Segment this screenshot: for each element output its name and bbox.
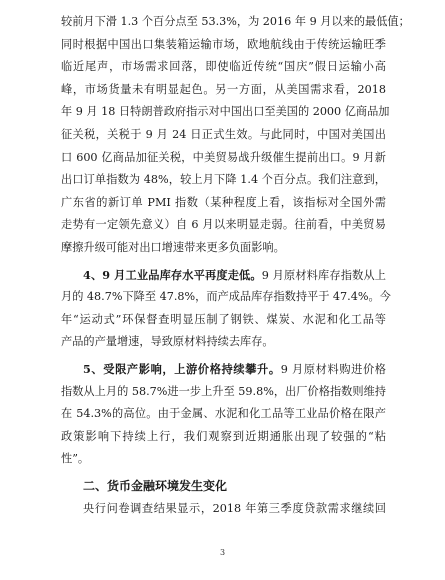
paragraph-inventory [61, 264, 391, 354]
text-line: 月的 48.7%下降至 47.8%，而产成品库存指数持平于 47.4%。今 [61, 290, 391, 304]
text-line: 年 9 月 18 日特朗普政府指示对中国出口至美国的 2000 亿商品加 [61, 105, 390, 119]
paragraph-lead: 4、9 月工业品库存水平再度走低。 [83, 267, 262, 282]
section-heading: 二、货币金融环境发生变化 [83, 478, 228, 493]
text-line: 广东省的新订单 PMI 指数（某种程度上看，该指标对全国外需 [61, 195, 386, 209]
text-line: 峰，市场货量未有明显起色。另一方面，从美国需求看，2018 [61, 82, 386, 96]
text-line: 口 600 亿商品加征关税，中美贸易战升级催生提前出口。9 月新 [61, 150, 386, 164]
paragraph-prices [61, 358, 386, 471]
text-line: 摩擦升级可能对出口增速带来更多负面影响。 [61, 240, 285, 254]
text-span: 9 月原材料购进价格 [280, 362, 386, 376]
text-line: 出口订单指数为 48%，较上月下降 1.4 个百分点。我们注意到， [61, 173, 386, 187]
text-line: 在 54.3%的高位。由于金属、水泥和化工品等工业品价格在限产 [61, 407, 386, 421]
paragraph-export-demand [61, 11, 410, 260]
text-line: 年“运动式”环保督查明显压制了钢铁、煤炭、水泥和化工品等 [61, 312, 386, 326]
text-span: 9 月原材料库存指数从上 [261, 268, 386, 282]
text-line: 央行问卷调查结果显示，2018 年第三季度贷款需求继续回 [83, 502, 386, 516]
paragraph-lead: 5、受限产影响，上游价格持续攀升。 [83, 361, 281, 376]
text-line [61, 264, 386, 287]
text-line: 较前月下滑 1.3 个百分点至 53.3%，为 2016 年 9 月以来的最低值； [61, 15, 410, 28]
text-line: 政策影响下持续上行，我们观察到近期通胀出现了较强的“粘 [61, 429, 386, 443]
page-number: 3 [219, 548, 226, 557]
text-line [61, 358, 386, 381]
text-line: 同时根据中国出口集装箱运输市场，欧地航线由于传统运输旺季 [61, 37, 386, 51]
text-line: 产品的产量增速，导致原材料持续去库存。 [61, 335, 274, 349]
body-text [61, 11, 410, 521]
text-line: 征关税，关税于 9 月 24 日正式生效。与此同时，中国对美国出 [61, 127, 386, 141]
text-line: 临近尾声，市场需求回落，即使临近传统“国庆”假日运输小高 [61, 60, 386, 74]
text-line: 指数从上月的 58.7%进一步上升至 59.8%，出厂价格指数则维持 [61, 384, 386, 398]
text-line: 走势有一定领先意义）自 6 月以来明显走弱。往前看，中美贸易 [61, 218, 386, 232]
text-line: 性”。 [61, 452, 90, 466]
